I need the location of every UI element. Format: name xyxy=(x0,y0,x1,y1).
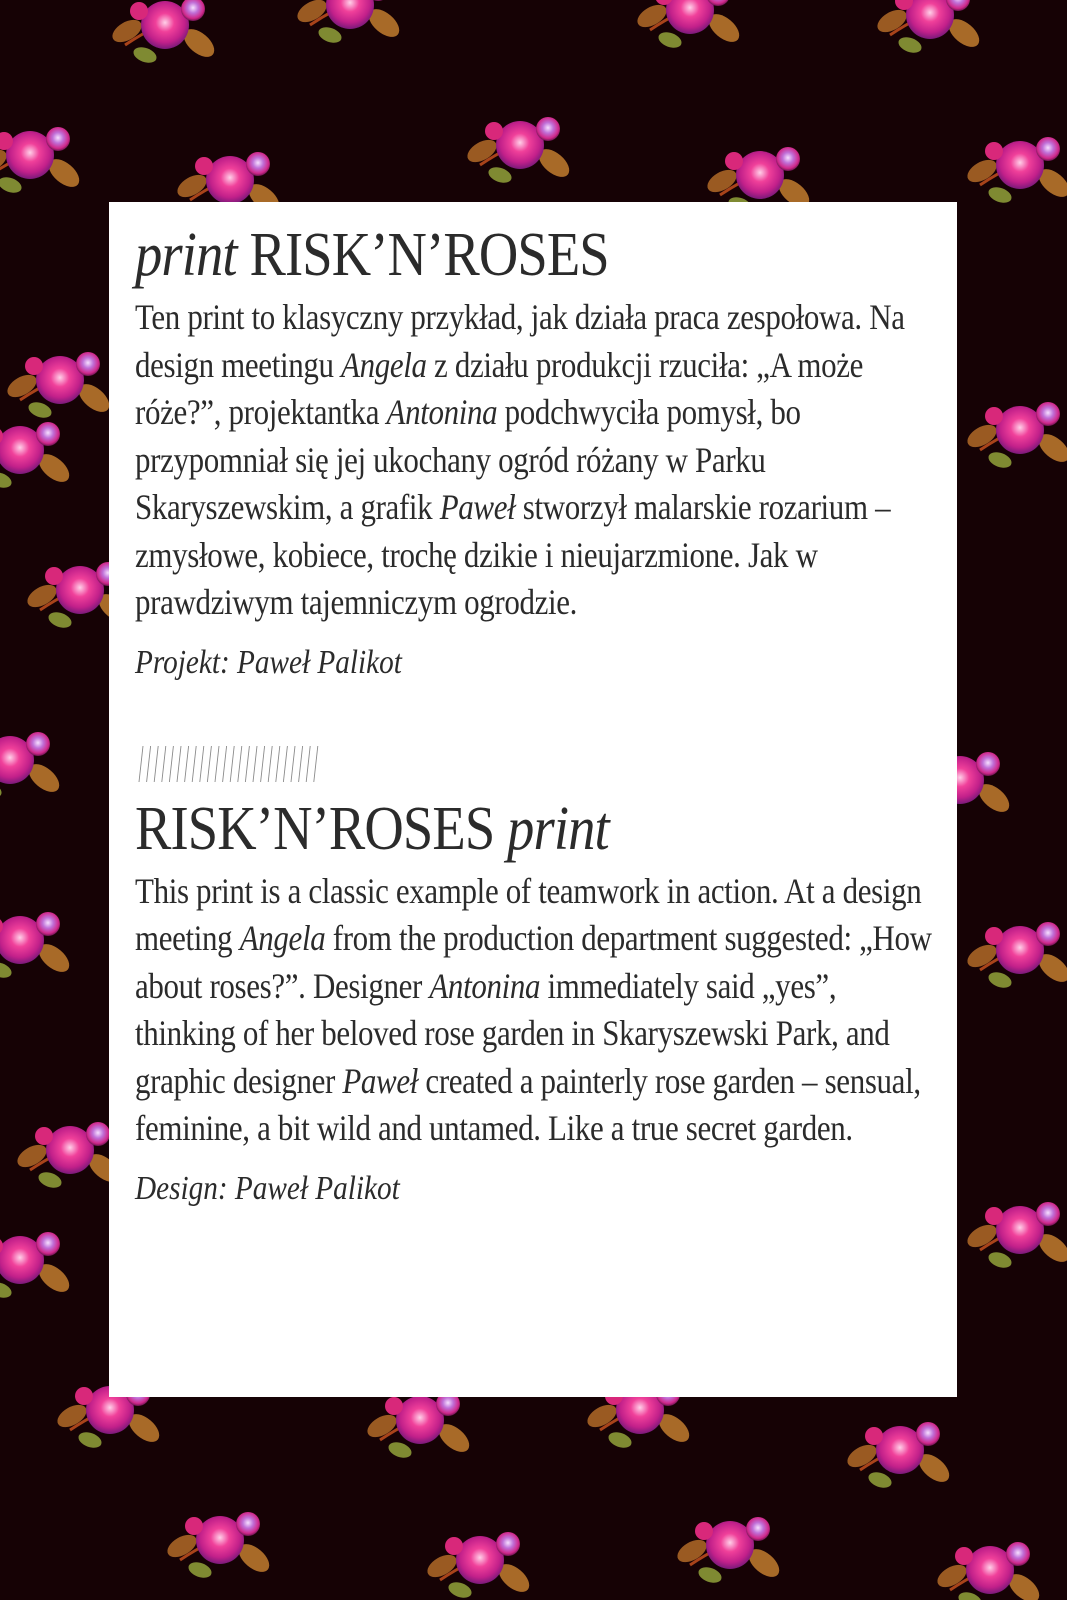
english-paragraph xyxy=(135,868,943,1153)
title-roman: RISK’N’ROSES xyxy=(135,794,495,863)
text-run: podchwyciła pomysł, bo przypomniał się jej ukochany ogród różany w Parku Skaryszewskim, a grafik xyxy=(135,392,801,527)
text-run: z działu produkcji rzuciła: „A może róże?”, projektantka xyxy=(135,344,864,432)
italic-name: Antonina xyxy=(429,965,541,1006)
italic-name: Antonina xyxy=(386,392,498,432)
english-title xyxy=(135,794,837,864)
polish-paragraph xyxy=(135,294,943,627)
text-run: Ten print to klasyczny przykład, jak działa praca zespołowa. Na design meetingu xyxy=(135,297,905,385)
text-run: immediately said „yes”, thinking of her beloved rose garden in Skaryszewski Park, and graphic designer xyxy=(135,965,890,1101)
text-run: from the production department suggested: „How about roses?”. Designer xyxy=(135,918,932,1006)
polish-title xyxy=(135,220,837,290)
title-roman: RISK’N’ROSES xyxy=(249,221,609,289)
title-italic: print xyxy=(507,794,609,863)
english-credit: Design: Paweł Palikot xyxy=(135,1169,400,1207)
polish-credit: Projekt: Paweł Palikot xyxy=(135,643,402,681)
italic-name: Paweł xyxy=(342,1060,419,1101)
polish-section xyxy=(135,220,933,685)
text-run: This print is a classic example of teamwork in action. At a design meeting xyxy=(135,870,922,958)
text-card xyxy=(109,202,957,1397)
hatch-separator xyxy=(135,745,335,783)
italic-name: Paweł xyxy=(439,487,516,527)
english-section xyxy=(135,794,933,1211)
text-run: created a painterly rose garden – sensual, feminine, a bit wild and untamed. Like a true secret garden. xyxy=(135,1060,921,1148)
italic-name: Angela xyxy=(239,918,326,958)
title-italic: print xyxy=(135,221,237,289)
text-run: stworzył malarskie rozarium – zmysłowe, kobiece, trochę dzikie i nieujarzmione. Jak w prawdziwym tajemniczym ogrodzie. xyxy=(135,487,891,622)
italic-name: Angela xyxy=(341,344,427,385)
